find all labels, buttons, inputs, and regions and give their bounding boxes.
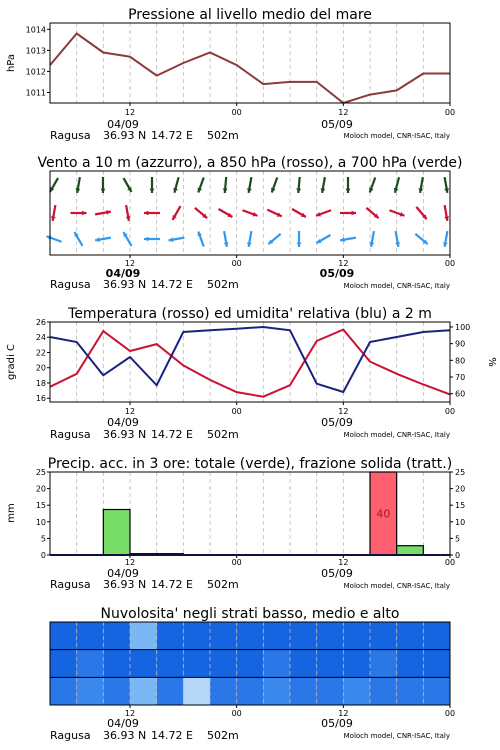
- precip-date-2: 05/09: [321, 567, 353, 580]
- pressure-date-1: 04/09: [107, 118, 139, 131]
- precip-location: [50, 578, 239, 591]
- wind-arrow: [317, 235, 331, 243]
- temperature-panel: [6, 306, 497, 441]
- cloud-cell: [157, 677, 184, 705]
- y-tick-label: 1011: [25, 88, 46, 98]
- cloud-cell: [103, 622, 130, 650]
- precip-date-1: 04/09: [107, 567, 139, 580]
- y-tick-label: 0: [40, 551, 46, 560]
- wind-arrow: [150, 177, 155, 193]
- model-credit: Moloch model, CNR-ISAC, Italy: [343, 431, 450, 439]
- wind-arrow: [444, 205, 449, 221]
- cloud-cell: [77, 650, 104, 678]
- location-lat: 36.93 N: [103, 428, 147, 441]
- cloud-cell: [183, 650, 210, 678]
- cloud-cell: [210, 650, 237, 678]
- cloud-cell: [317, 650, 344, 678]
- wind-arrow: [95, 210, 111, 215]
- y-tick-label: 20: [35, 363, 46, 373]
- wind-arrow: [173, 206, 181, 220]
- wind-arrow-head: [150, 189, 155, 193]
- cloud-cell: [157, 650, 184, 678]
- x-tick-label: 12: [124, 558, 136, 567]
- wind-arrow: [271, 177, 277, 192]
- y-tick-label: 15: [455, 501, 466, 511]
- wind-arrow-head: [82, 211, 86, 216]
- model-credit: Moloch model, CNR-ISAC, Italy: [343, 132, 450, 140]
- x-tick-label: 00: [444, 709, 456, 718]
- cloud-cell: [50, 677, 77, 705]
- wind-arrow-head: [223, 188, 228, 193]
- x-tick-label: 00: [231, 558, 242, 567]
- wind-date-1: 04/09: [105, 267, 141, 280]
- y-tick-label: 18: [35, 378, 46, 388]
- wind-arrow: [321, 177, 326, 193]
- location-lat: 36.93 N: [103, 278, 147, 291]
- cloud-cell: [263, 650, 290, 678]
- location-place: Ragusa: [50, 578, 91, 591]
- y-tick-label: 1012: [25, 67, 46, 77]
- cloud-cell: [183, 622, 210, 650]
- cloud-cell: [397, 677, 424, 705]
- location-alt: 502m: [207, 278, 239, 291]
- x-tick-label: 00: [231, 259, 242, 268]
- wind-arrow: [443, 231, 448, 247]
- location-lat: 36.93 N: [103, 578, 147, 591]
- pressure-panel: [6, 7, 455, 142]
- x-tick-label: 12: [338, 709, 349, 718]
- wind-arrow: [50, 178, 58, 192]
- wind-date-2: 05/09: [319, 267, 355, 280]
- cloud-cell: [237, 622, 264, 650]
- y-tick-label: 5: [455, 534, 461, 544]
- cloud-cell: [263, 677, 290, 705]
- temperature-line: [50, 330, 450, 397]
- y-tick-label: 1013: [25, 46, 46, 56]
- y-tick-label: 20: [455, 484, 466, 494]
- wind-panel: [37, 155, 462, 291]
- x-tick-label: 12: [124, 407, 136, 416]
- wind-arrow: [198, 177, 204, 192]
- wind-arrow: [346, 177, 351, 193]
- wind-arrow: [223, 177, 228, 193]
- wind-arrow: [267, 210, 282, 217]
- x-tick-label: 00: [231, 709, 242, 718]
- cloud-cell: [103, 650, 130, 678]
- cloud-cell: [50, 622, 77, 650]
- wind-arrow: [101, 177, 106, 193]
- x-tick-label: 00: [444, 407, 456, 416]
- wind-arrow-head: [346, 189, 351, 193]
- cloud-cell: [317, 622, 344, 650]
- cloud-cell: [370, 677, 397, 705]
- y-tick-label: 90: [455, 339, 466, 349]
- model-credit: Moloch model, CNR-ISAC, Italy: [343, 282, 450, 290]
- wind-arrow-head: [296, 188, 301, 193]
- cloud-cell: [370, 622, 397, 650]
- wind-arrow-head: [297, 243, 302, 247]
- x-tick-label: 12: [124, 108, 136, 117]
- wind-arrow-head: [101, 189, 106, 193]
- pressure-ylabel: hPa: [6, 53, 17, 73]
- temperature-title: Temperatura (rosso) ed umidita' relativa (blu) a 2 m: [68, 306, 432, 322]
- location-alt: 502m: [207, 729, 239, 742]
- wind-arrow: [395, 231, 400, 247]
- y-tick-label: 60: [455, 389, 466, 399]
- wind-arrow: [219, 209, 233, 217]
- cloud-cell: [130, 650, 157, 678]
- wind-arrow: [242, 210, 257, 216]
- temperature-date-2: 05/09: [321, 416, 353, 429]
- cloud-cell: [290, 650, 317, 678]
- temperature-date-1: 04/09: [107, 416, 139, 429]
- cloud-cell: [397, 650, 424, 678]
- cloud-cell: [343, 650, 370, 678]
- x-tick-label: 12: [338, 558, 349, 567]
- y-tick-label: 1014: [25, 25, 46, 35]
- cloud-cell: [423, 650, 450, 678]
- location-place: Ragusa: [50, 129, 91, 142]
- y-tick-label: 15: [35, 501, 46, 511]
- cloud-panel: [50, 606, 455, 742]
- precip-bar: [397, 546, 424, 555]
- y-tick-label: 70: [455, 373, 466, 382]
- x-tick-label: 12: [338, 407, 349, 416]
- cloud-cell: [130, 622, 157, 650]
- wind-arrow: [169, 237, 185, 242]
- wind-arrow: [416, 207, 426, 219]
- cloud-cell: [130, 677, 157, 705]
- cloud-cell: [263, 622, 290, 650]
- y-tick-label: 24: [35, 333, 46, 343]
- pressure-title: Pressione al livello medio del mare: [128, 7, 372, 23]
- wind-arrow: [340, 237, 356, 242]
- y-tick-label: 10: [35, 517, 46, 527]
- y-tick-label: 25: [455, 468, 466, 477]
- precip-ylabel: mm: [6, 503, 17, 523]
- y-tick-label: 26: [35, 318, 46, 327]
- wind-arrow-head: [352, 211, 356, 216]
- location-alt: 502m: [207, 578, 239, 591]
- y-tick-label: 22: [35, 348, 46, 358]
- cloud-cell: [183, 677, 210, 705]
- y-tick-label: 0: [455, 551, 461, 560]
- model-credit: Moloch model, CNR-ISAC, Italy: [343, 582, 450, 590]
- pressure-line: [50, 34, 450, 104]
- wind-arrow: [268, 234, 280, 244]
- precip-overflow-label: 40: [376, 507, 391, 521]
- y-tick-label: 5: [40, 534, 46, 544]
- temperature-location: [50, 428, 239, 441]
- x-tick-label: 12: [124, 259, 136, 268]
- y-tick-label: 100: [455, 323, 471, 332]
- wind-arrow: [46, 236, 61, 242]
- x-tick-label: 12: [338, 108, 349, 117]
- x-tick-label: 00: [444, 108, 456, 117]
- cloud-cell: [317, 677, 344, 705]
- y-tick-label: 16: [35, 394, 46, 404]
- cloud-cell: [210, 622, 237, 650]
- precip-panel: [6, 456, 465, 591]
- location-lat: 36.93 N: [103, 729, 147, 742]
- cloud-cell: [77, 622, 104, 650]
- cloud-cell: [237, 650, 264, 678]
- wind-arrow: [51, 205, 56, 221]
- cloud-location: [50, 729, 239, 742]
- cloud-cell: [397, 622, 424, 650]
- wind-title: Vento a 10 m (azzurro), a 850 hPa (rosso), a 700 hPa (verde): [37, 155, 463, 171]
- wind-arrow: [224, 231, 229, 247]
- temperature-frame: [50, 322, 450, 402]
- x-tick-label: 12: [124, 709, 136, 718]
- location-lon: 14.72 E: [151, 729, 193, 742]
- cloud-date-2: 05/09: [321, 717, 353, 730]
- wind-arrow: [76, 177, 81, 193]
- y-tick-label: 10: [455, 517, 466, 527]
- wind-arrow: [296, 177, 301, 193]
- cloud-date-1: 04/09: [107, 717, 139, 730]
- location-lon: 14.72 E: [151, 578, 193, 591]
- wind-arrow: [247, 177, 252, 193]
- cloud-cell: [210, 677, 237, 705]
- wind-arrow: [366, 208, 378, 218]
- wind-arrow: [316, 210, 331, 216]
- cloud-cell: [77, 677, 104, 705]
- cloud-cell: [290, 677, 317, 705]
- cloud-cell: [157, 622, 184, 650]
- cloud-cell: [343, 677, 370, 705]
- wind-arrow: [144, 237, 160, 242]
- y-tick-label: 20: [35, 484, 46, 494]
- wind-arrow: [144, 211, 160, 216]
- precip-bar: [103, 510, 130, 555]
- location-alt: 502m: [207, 129, 239, 142]
- temperature-ylabel-left: gradi C: [6, 344, 17, 380]
- x-tick-label: 00: [444, 259, 456, 268]
- x-tick-label: 00: [444, 558, 456, 567]
- x-tick-label: 00: [231, 108, 242, 117]
- cloud-cell: [103, 677, 130, 705]
- cloud-title: Nuvolosita' negli strati basso, medio e alto: [100, 606, 400, 622]
- wind-arrow: [340, 211, 356, 216]
- location-lon: 14.72 E: [151, 278, 193, 291]
- wind-arrow: [292, 209, 306, 217]
- y-tick-label: 25: [35, 468, 46, 477]
- wind-arrow: [247, 231, 252, 247]
- wind-arrow: [195, 208, 207, 218]
- wind-arrow: [415, 234, 427, 244]
- cloud-cell: [237, 677, 264, 705]
- wind-arrow-head: [144, 211, 148, 216]
- cloud-cell: [423, 622, 450, 650]
- temperature-ylabel-right: %: [486, 357, 497, 367]
- cloud-cell: [423, 677, 450, 705]
- precip-title: Precip. acc. in 3 ore: totale (verde), frazione solida (tratt.): [47, 456, 453, 472]
- wind-arrow: [198, 231, 204, 246]
- wind-arrow: [173, 177, 178, 192]
- x-tick-label: 00: [231, 407, 242, 416]
- cloud-cell: [290, 622, 317, 650]
- wind-arrow: [71, 211, 87, 216]
- x-tick-label: 12: [338, 259, 349, 268]
- wind-arrow: [444, 177, 449, 193]
- wind-arrow: [75, 232, 83, 246]
- pressure-date-2: 05/09: [321, 118, 353, 131]
- location-lon: 14.72 E: [151, 129, 193, 142]
- model-credit: Moloch model, CNR-ISAC, Italy: [343, 732, 450, 740]
- location-lat: 36.93 N: [103, 129, 147, 142]
- location-lon: 14.72 E: [151, 428, 193, 441]
- cloud-cell: [343, 622, 370, 650]
- wind-arrow: [419, 177, 424, 193]
- wind-arrow: [297, 231, 302, 247]
- location-place: Ragusa: [50, 729, 91, 742]
- location-alt: 502m: [207, 428, 239, 441]
- cloud-cell: [370, 650, 397, 678]
- cloud-cell: [50, 650, 77, 678]
- location-place: Ragusa: [50, 278, 91, 291]
- y-tick-label: 80: [455, 356, 466, 366]
- wind-location: [50, 278, 239, 291]
- location-place: Ragusa: [50, 428, 91, 441]
- pressure-location: [50, 129, 239, 142]
- wind-arrow-head: [144, 237, 148, 242]
